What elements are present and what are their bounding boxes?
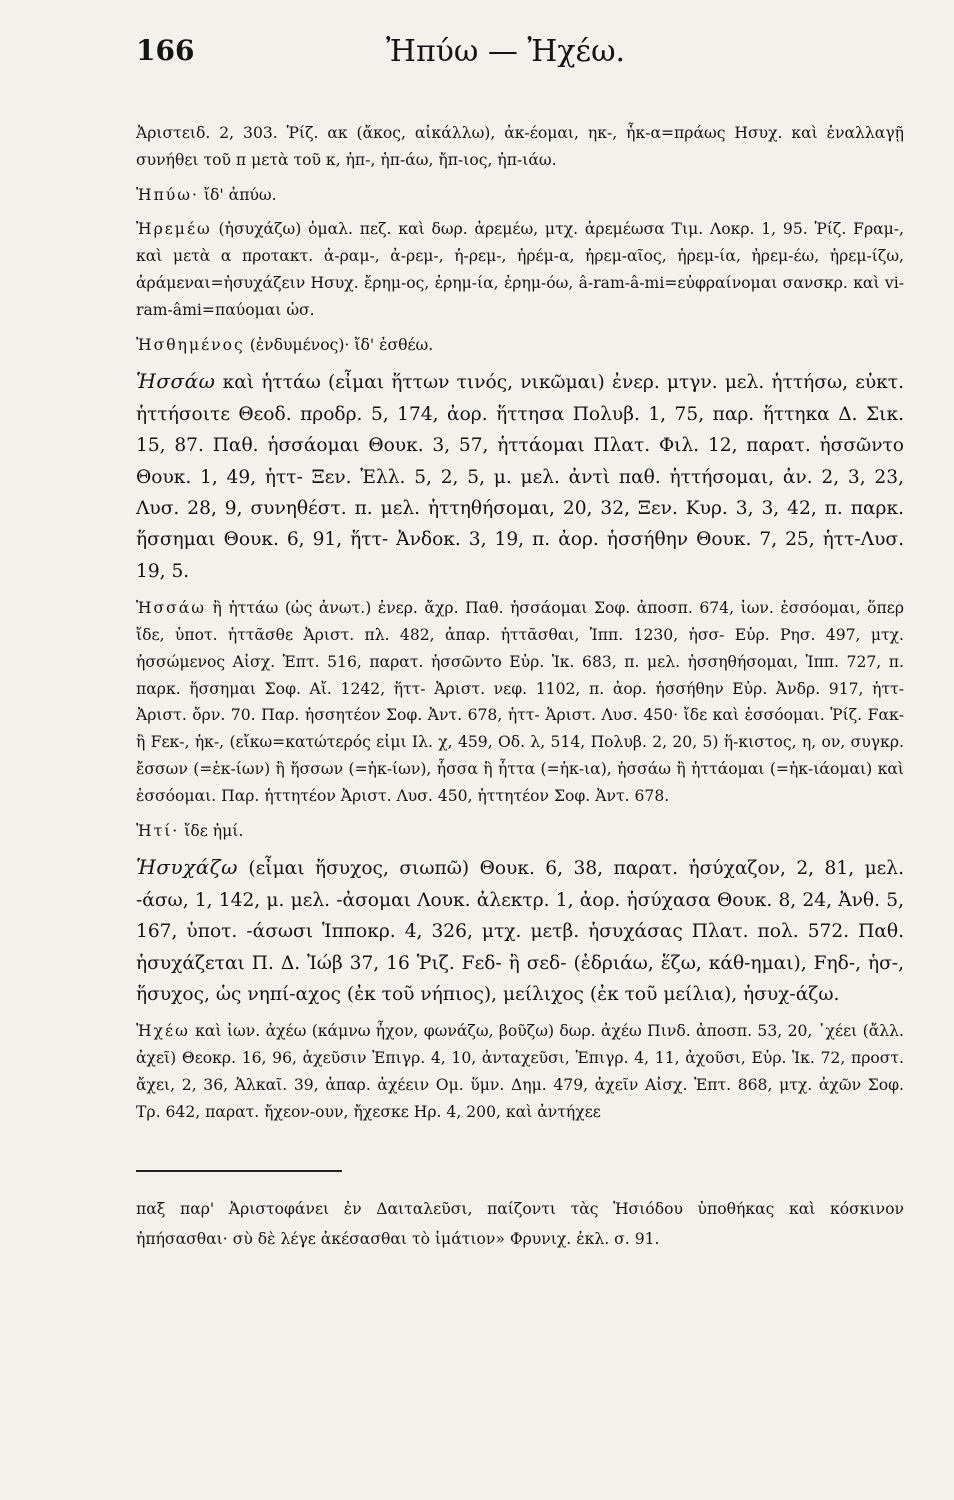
entry: [136, 818, 904, 845]
entry-body: ἴδε ἠμί.: [179, 821, 244, 840]
entry-body: ἢ ἡττάω (ὡς ἀνωτ.) ἐνερ. ἄχρ. Παθ. ἡσσάομαι Σοφ. ἀποσπ. 674, ἰων. ἑσσόομαι, ὅπερ ἴδε, ὑποτ. ἡττᾶσθε Ἀριστ. πλ. 482, ἀπαρ. ἡττᾶσθαι, Ἱππ. 1230, ἡσσ- Εὐρ. Ρησ. 497, μτχ. ἡσσώμενος Αἰσχ. Ἑπτ. 516, παρατ. ἡσσῶντο Εὐρ. Ἱκ. 683, π. μελ. ἡσσηθήσομαι, Ἱππ. 727, π. παρκ. ἥσσημαι Σοφ. Αἴ. 1242, ἥττ- Ἀριστ. νεφ. 1102, π. ἀορ. ἡσσήθην Εὐρ. Ἀνδρ. 917, ἡττ- Ἀριστ. ὄρν. 70. Παρ. ἡσσητέον Σοφ. Ἀντ. 678, ἡττ- Ἀριστ. Λυσ. 450· ἴδε καὶ ἑσσόομαι. Ῥίζ. Fακ- ἢ Fεκ-, ἡκ-, (εἴκω=κατώτερός εἰμι Ιλ. χ, 459, Οδ. λ, 514, Πολυβ. 2, 20, 5) ἥ-κιστος, η, ον, συγκρ. ἔσσων (=ἑκ-ίων) ἢ ἥσσων (=ἡκ-ίων), ἧσσα ἢ ἧττα (=ἡκ-ια), ἡσσάω ἢ ἡττάομαι (=ἡκ-ιάομαι) καὶ ἑσσόομαι. Παρ. ἡττητέον Ἀριστ. Λυσ. 450, ἡττητέον Σοφ. Ἀντ. 678.: [136, 599, 904, 805]
entry-major: [136, 366, 904, 587]
entry-body: (εἶμαι ἥσυχος, σιωπῶ) Θουκ. 6, 38, παρατ. ἡσύχαζον, 2, 81, μελ. -άσω, 1, 142, μ. μελ. -ἀσομαι Λουκ. ἀλεκτρ. 1, ἀορ. ἡσύχασα Θουκ. 8, 24, Ἀνθ. 5, 167, ὑποτ. -άσωσι Ἱπποκρ. 4, 326, μτχ. μετβ. ἡσυχάσας Πλατ. πολ. 572. Παθ. ἡσυχάζεται Π. Δ. Ἰώβ 37, 16 Ῥιζ. Fεδ- ἢ σεδ- (ἑδριάω, ἕζω, κάθ-ημαι), Fηδ-, ἡσ-, ἥσυχος, ὡς νηπί-αχος (ἐκ τοῦ νήπιος), μείλιχος (ἐκ τοῦ μείλια), ἡσυχ-άζω.: [136, 858, 904, 1006]
entry-headword: Ἠπύω·: [136, 185, 199, 204]
entry-headword: Ἠτί·: [136, 821, 180, 840]
footnote: παξ παρ' Ἀριστοφάνει ἐν Δαιταλεῦσι, παίζοντι τὰς Ἡσιόδου ὑποθήκας καὶ κόσκινον ἠπήσασθαι· σὺ δὲ λέγε ἀκέσασθαι τὸ ἱμάτιον» Φρυνιχ. ἐκλ. σ. 91.: [136, 1199, 904, 1248]
entry-body: (ἐνδυμένος)· ἴδ' ἐσθέω.: [244, 335, 434, 354]
entries: [136, 120, 904, 1126]
entry-body: καὶ ἡττάω (εἶμαι ἥττων τινός, νικῶμαι) ἐνερ. μτγν. μελ. ἡττήσω, εὐκτ. ἡττήσοιτε Θεοδ. προδρ. 5, 174, ἀορ. ἥττησα Πολυβ. 1, 75, παρ. ἥττηκα Δ. Σικ. 15, 87. Παθ. ἡσσάομαι Θουκ. 3, 57, ἡττάομαι Πλατ. Φιλ. 12, παρατ. ἡσσῶντο Θουκ. 1, 49, ἡττ- Ξεν. Ἑλλ. 5, 2, 5, μ. μελ. ἀντὶ παθ. ἡττήσομαι, ἀν. 2, 3, 23, Λυσ. 28, 9, συνηθέστ. π. μελ. ἡττηθήσομαι, 20, 32, Ξεν. Κυρ. 3, 3, 42, π. παρκ. ἥσσημαι Θουκ. 6, 91, ἥττ- Ἀνδοκ. 3, 19, π. ἀορ. ἡσσήθην Θουκ. 7, 25, ἡττ-Λυσ. 19, 5.: [136, 372, 904, 582]
entry: [136, 216, 904, 323]
entry-body: καὶ ἰων. ἀχέω (κάμνω ἦχον, φωνάζω, βοῦζω) δωρ. ἀχέω Πινδ. ἀποσπ. 53, 20, ᾽χέει (ἄλλ. ἀχεῖ) Θεοκρ. 16, 96, ἀχεῦσιν Ἐπιγρ. 4, 10, ἀνταχεῦσι, Ἐπιγρ. 4, 11, ἀχοῦσι, Εὐρ. Ἱκ. 72, προστ. ἄχει, 2, 36, Ἀλκαῖ. 39, ἀπαρ. ἀχέειν Ομ. ὕμν. Δημ. 479, ἀχεῖν Αἰσχ. Ἑπτ. 868, μτχ. ἀχῶν Σοφ. Τρ. 642, παρατ. ἤχεον-ουν, ἤχεσκε Ηρ. 4, 200, καὶ ἀντήχεε: [136, 1022, 904, 1121]
entry: [136, 595, 904, 809]
entry-body: ἴδ' ἀπύω.: [198, 185, 277, 204]
entry: [136, 332, 904, 359]
entry-headword: Ἡσσάω: [136, 599, 207, 618]
entry-continuation: [136, 120, 904, 174]
footnote-divider: [136, 1170, 342, 1172]
page-header: [136, 34, 904, 78]
running-head: Ἠπύω — Ἠχέω.: [386, 34, 626, 69]
entry-headword: Ἠρεμέω: [136, 220, 212, 239]
entry-headword: Ἡσυχάζω: [136, 855, 238, 880]
entry-headword: Ἠχέω: [136, 1022, 190, 1041]
entry-headword: Ἠσθημένος: [136, 335, 245, 354]
entry-major: [136, 852, 904, 1010]
entry-body: (ἡσυχάζω) ὁμαλ. πεζ. καὶ δωρ. ἀρεμέω, μτχ. ἀρεμέωσα Τιμ. Λοκρ. 1, 95. Ῥίζ. Fραμ-, καὶ μετὰ α προτακτ. ἀ-ραμ-, ἀ-ρεμ-, ἠ-ρεμ-, ἠρέμ-α, ἠρεμ-αῖος, ἠρεμ-ία, ἠρεμ-έω, ἠρεμ-ίζω, ἀράμεναι=ἡσυχάζειν Ησυχ. ἔρημ-ος, ἐρημ-ία, ἐρημ-όω, â-ram-â-mi=εὐφραίνομαι σανσκρ. καὶ vi-ram-âmi=παύομαι ὡσ.: [136, 220, 904, 319]
entry-headword: Ἡσσάω: [136, 369, 216, 394]
page-number: 166: [136, 34, 195, 67]
entry: [136, 1018, 904, 1125]
entry: [136, 182, 904, 209]
entry-body: Ἀριστειδ. 2, 303. Ῥίζ. ακ (ἄκος, αἰκάλλω), ἀκ-έομαι, ηκ-, ἧκ-α=πράως Ησυχ. καὶ ἐναλλαγῇ συνήθει τοῦ π μετὰ τοῦ κ, ἠπ-, ἠπ-άω, ἤπ-ιος, ἠπ-ιάω.: [136, 124, 904, 169]
